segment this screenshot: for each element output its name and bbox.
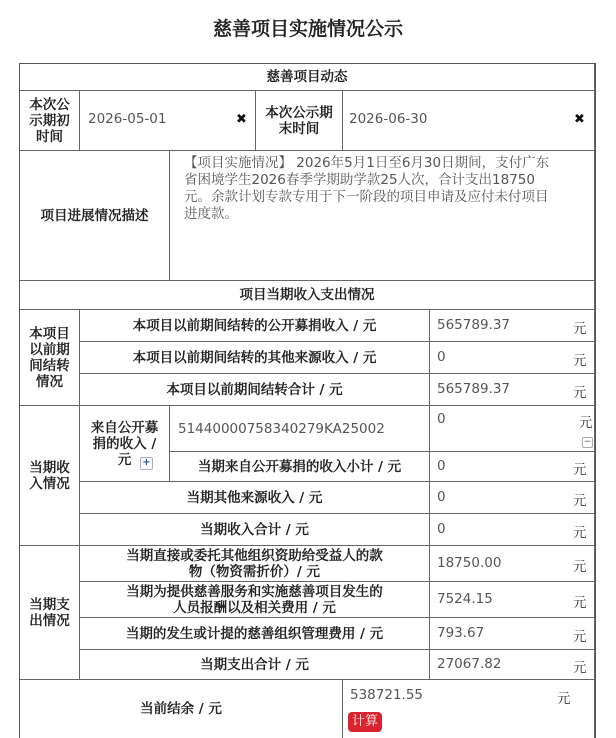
period-start-label: 本次公示期初时间 <box>20 91 80 151</box>
income-subtotal-label: 当期来自公开募捐的收入小计 / 元 <box>170 452 430 482</box>
expense-direct-label: 当期直接或委托其他组织资助给受益人的款物（物资需折价）/ 元 <box>80 546 430 582</box>
income-public-label <box>80 406 170 482</box>
progress-text[interactable]: 【项目实施情况】 2026年5月1日至6月30日期间，支付广东省困境学生2026春季学期助学款25人次，合计支出18750元。余款计划专款专用于下一阶段的项目申请及应付未付项目进度款。 <box>184 155 550 222</box>
income-record-field[interactable] <box>430 406 595 452</box>
income-other-field[interactable] <box>430 482 595 514</box>
prior-total-label: 本项目以前期间结转合计 / 元 <box>80 374 430 406</box>
income-record-value[interactable]: 0 <box>437 411 446 427</box>
income-other-label: 当期其他来源收入 / 元 <box>80 482 430 514</box>
expense-staff-label: 当期为提供慈善服务和实施慈善项目发生的人员报酬以及相关费用 / 元 <box>80 582 430 618</box>
period-end-input[interactable]: 2026-06-30 <box>349 111 428 127</box>
expense-staff-value[interactable]: 7524.15 <box>437 591 493 607</box>
prior-total-field[interactable] <box>430 374 595 406</box>
expense-admin-value[interactable]: 793.67 <box>437 625 485 641</box>
prior-other-value[interactable]: 0 <box>437 349 446 365</box>
clear-start-icon[interactable]: ✖ <box>236 112 247 127</box>
income-total-field[interactable] <box>430 514 595 546</box>
calculate-button[interactable]: 计算 <box>348 712 382 732</box>
income-total-label: 当期收入合计 / 元 <box>80 514 430 546</box>
prior-group-label: 本项目以前期间结转情况 <box>20 310 80 406</box>
unit-label: 元 <box>573 629 587 645</box>
balance-field[interactable] <box>343 680 595 738</box>
income-subtotal-field[interactable] <box>430 452 595 482</box>
progress-label: 项目进展情况描述 <box>20 151 170 281</box>
disclosure-form <box>19 63 596 738</box>
prior-other-field[interactable] <box>430 342 595 374</box>
income-total-value[interactable]: 0 <box>437 521 446 537</box>
unit-label: 元 <box>573 321 587 337</box>
income-other-value[interactable]: 0 <box>437 489 446 505</box>
prior-public-label: 本项目以前期间结转的公开募捐收入 / 元 <box>80 310 430 342</box>
period-start-field[interactable] <box>80 91 256 151</box>
balance-label: 当前结余 / 元 <box>20 680 343 738</box>
expense-direct-field[interactable] <box>430 546 595 582</box>
remove-record-icon[interactable]: − <box>583 437 592 447</box>
unit-label: 元 <box>573 462 587 478</box>
prior-total-value[interactable]: 565789.37 <box>437 381 511 397</box>
unit-label: 元 <box>573 559 587 575</box>
clear-end-icon[interactable]: ✖ <box>574 112 585 127</box>
income-public-label-text: 来自公开募捐的收入 / 元 <box>90 419 159 468</box>
period-end-label: 本次公示期末时间 <box>256 91 343 151</box>
progress-textarea[interactable] <box>170 151 595 281</box>
period-start-input[interactable]: 2026-05-01 <box>88 111 167 127</box>
unit-label: 元 <box>573 525 587 541</box>
unit-label: 元 <box>573 660 587 676</box>
income-record-code-cell <box>170 406 430 452</box>
section-header-income-expense: 项目当期收入支出情况 <box>20 281 595 310</box>
page-title: 慈善项目实施情况公示 <box>212 18 403 40</box>
income-group-label: 当期收入情况 <box>20 406 80 546</box>
expense-total-field[interactable] <box>430 650 595 680</box>
unit-label: 元 <box>573 385 587 401</box>
income-subtotal-value[interactable]: 0 <box>437 458 446 474</box>
prior-other-label: 本项目以前期间结转的其他来源收入 / 元 <box>80 342 430 374</box>
expense-admin-label: 当期的发生或计提的慈善组织管理费用 / 元 <box>80 618 430 650</box>
unit-label: 元 <box>557 691 571 707</box>
prior-public-field[interactable] <box>430 310 595 342</box>
unit-label: 元 <box>579 415 593 431</box>
expense-group-label: 当期支出情况 <box>20 546 80 680</box>
period-end-field[interactable] <box>343 91 595 151</box>
section-header-project-dynamics: 慈善项目动态 <box>20 64 595 91</box>
expense-admin-field[interactable] <box>430 618 595 650</box>
income-record-code: 51440000758340279KA25002 <box>178 421 385 437</box>
prior-public-value[interactable]: 565789.37 <box>437 317 511 333</box>
balance-value[interactable]: 538721.55 <box>350 687 424 703</box>
add-record-icon[interactable]: + <box>140 457 153 470</box>
expense-staff-field[interactable] <box>430 582 595 618</box>
expense-total-value[interactable]: 27067.82 <box>437 656 502 672</box>
unit-label: 元 <box>573 595 587 611</box>
unit-label: 元 <box>573 493 587 509</box>
expense-total-label: 当期支出合计 / 元 <box>80 650 430 680</box>
expense-direct-value[interactable]: 18750.00 <box>437 555 502 571</box>
unit-label: 元 <box>573 353 587 369</box>
